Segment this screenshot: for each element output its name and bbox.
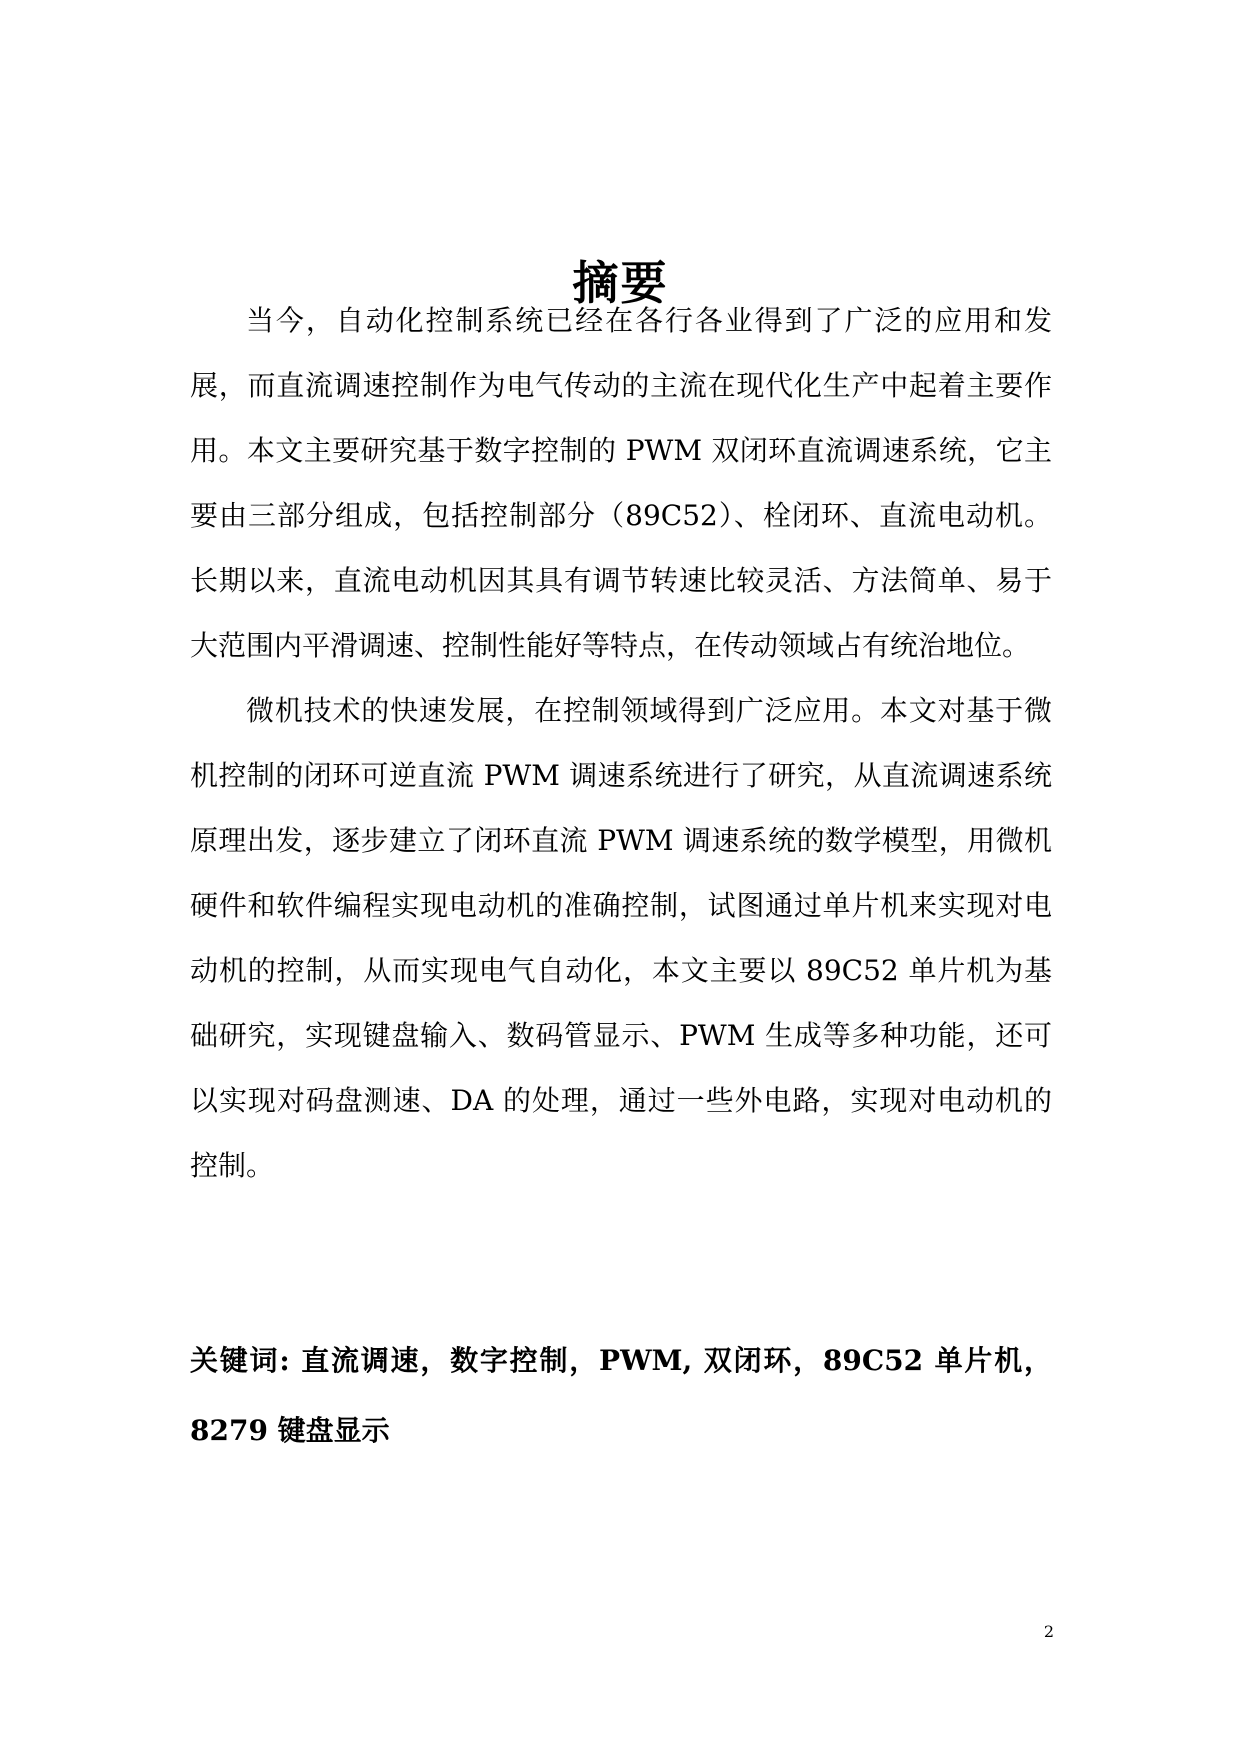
page-title: 摘要 [572,255,669,310]
abstract-paragraph-1: 当今，自动化控制系统已经在各行各业得到了广泛的应用和发展，而直流调速控制作为电气传动的主流在现代化生产中起着主要作用。本文主要研究基于数字控制的 PWM 双闭环直流调速系统，它主要由三部分组成，包括控制部分（89C52）、栓闭环、直流电动机。长期以来，直流电动机因其具有调节转速比较灵活、方法简单、易于大范围内平滑调速、控制性能好等特点，在传动领域占有统治地位。 [190,304,1052,662]
keywords-line: 关键词: 直流调速，数字控制，PWM, 双闭环，89C52 单片机，8279 键盘显示 [190,1344,1052,1447]
abstract-body [190,288,1052,1198]
abstract-paragraph-2: 微机技术的快速发展，在控制领域得到广泛应用。本文对基于微机控制的闭环可逆直流 PWM 调速系统进行了研究，从直流调速系统原理出发，逐步建立了闭环直流 PWM 调速系统的数学模型，用微机硬件和软件编程实现电动机的准确控制，试图通过单片机来实现对电动机的控制，从而实现电气自动化，本文主要以 89C52 单片机为基础研究，实现键盘输入、数码管显示、PWM 生成等多种功能，还可以实现对码盘测速、DA 的处理，通过一些外电路，实现对电动机的控制。 [190,694,1052,1182]
page-number: 2 [1043,1622,1054,1641]
